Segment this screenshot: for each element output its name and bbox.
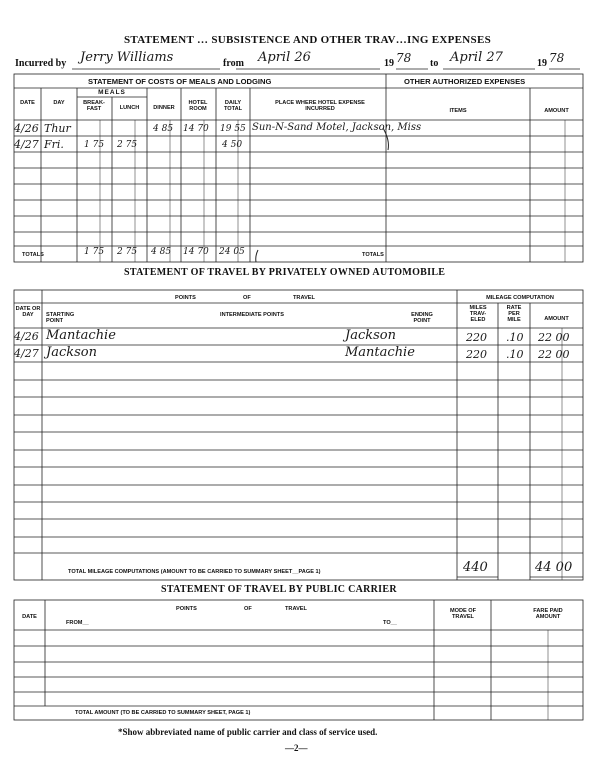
auto-section-title: STATEMENT OF TRAVEL BY PRIVATELY OWNED AUTOMOBILE [124,267,446,278]
auto-col-miles: MILES TRAV- ELED [469,305,487,323]
to-label: to [430,58,439,69]
auto-row-rate: .10 [506,331,524,344]
other-expenses-title: OTHER AUTHORIZED EXPENSES [404,77,526,86]
auto-col-amount: AMOUNT [544,316,569,322]
carrier-total-label: TOTAL AMOUNT (TO BE CARRIED TO SUMMARY SHEET, PAGE 1) [75,710,251,716]
page-number: —2— [285,743,308,753]
auto-total-amount: 44 00 [535,560,573,575]
auto-travel-label: TRAVEL [293,295,315,301]
meals-section-title: STATEMENT OF COSTS OF MEALS AND LODGING [88,77,272,86]
year-2-value: 78 [549,51,565,65]
meals-totals-label: TOTALS [22,252,44,258]
total-daily: 24 05 [219,247,245,257]
auto-of-label: OF [243,295,251,301]
total-breakfast: 1 75 [84,247,105,257]
carrier-col-date: DATE [22,614,37,620]
col-place-header: PLACE WHERE HOTEL EXPENSE INCURRED [275,100,365,112]
auto-row-starting: Mantachie [46,328,116,343]
col-date-header: DATE [20,100,35,106]
footer-note: *Show abbreviated name of public carrier and class of service used. [118,727,378,737]
year-1-value: 78 [396,51,412,65]
auto-total-label: TOTAL MILEAGE COMPUTATIONS (AMOUNT TO BE CARRIED TO SUMMARY SHEET__PAGE 1) [68,569,321,575]
carrier-of-label: OF [244,606,252,612]
col-daily-header: DAILY TOTAL [223,100,243,112]
carrier-from-label: FROM__ [66,620,89,626]
auto-row-date: 4/26 [14,330,39,343]
auto-row-ending: Mantachie [345,345,415,360]
col-amount-header: AMOUNT [544,108,569,114]
meal-row-day: Fri. [44,138,64,151]
incurred-by-value: Jerry Williams [80,50,174,65]
meal-row-dinner: 4 85 [153,124,174,134]
auto-row-date: 4/27 [14,347,39,360]
meal-row-hotel: 14 70 [183,124,209,134]
col-hotel-header: HOTEL ROOM [188,100,208,112]
auto-row-starting: Jackson [46,345,97,360]
year-prefix-1: 19 [384,58,394,69]
auto-col-ending: ENDING POINT [411,312,433,324]
meal-row-daily: 4 50 [222,140,243,150]
col-items-header: ITEMS [449,108,467,114]
total-dinner: 4 85 [151,247,172,257]
meal-row-breakfast: 1 75 [84,140,105,150]
auto-row-amount: 22 00 [538,331,570,344]
auto-points-label: POINTS [175,295,196,301]
meal-row-place: Sun-N-Sand Motel, Jackson, Miss [252,122,422,133]
meal-row-daily: 19 55 [220,124,246,134]
auto-row-miles: 220 [466,348,487,361]
from-date-value: April 26 [258,50,311,65]
carrier-to-label: TO__ [383,620,397,626]
from-label: from [223,58,244,69]
page-title: STATEMENT … SUBSISTENCE AND OTHER TRAV…ING EXPENSES [124,34,491,46]
to-date-value: April 27 [450,50,503,65]
incurred-by-label: Incurred by [15,58,67,69]
year-prefix-2: 19 [537,58,547,69]
col-meals-header: MEALS [98,89,126,96]
carrier-section-title: STATEMENT OF TRAVEL BY PUBLIC CARRIER [161,584,397,595]
carrier-travel-label: TRAVEL [285,606,307,612]
other-totals-label: TOTALS [362,252,384,258]
carrier-col-fare: FARE PAID AMOUNT [533,608,563,620]
col-dinner-header: DINNER [153,105,175,111]
col-lunch-header: LUNCH [119,105,140,111]
meal-row-day: Thur [44,122,71,135]
meal-row-date: 4/26 [14,122,39,135]
auto-col-intermediate: INTERMEDIATE POINTS [220,312,284,318]
auto-row-ending: Jackson [345,328,396,343]
meal-row-date: 4/27 [14,138,39,151]
auto-row-rate: .10 [506,348,524,361]
total-hotel: 14 70 [183,247,209,257]
carrier-col-mode: MODE OF TRAVEL [449,608,477,620]
auto-col-starting: STARTING POINT [46,312,75,324]
meal-row-lunch: 2 75 [117,140,138,150]
auto-col-rate: RATE PER MILE [506,305,522,323]
col-breakfast-header: BREAK- FAST [83,100,105,112]
auto-total-miles: 440 [463,560,488,575]
auto-row-miles: 220 [466,331,487,344]
mileage-computation-label: MILEAGE COMPUTATION [486,295,554,301]
auto-row-amount: 22 00 [538,348,570,361]
total-lunch: 2 75 [117,247,138,257]
carrier-points-label: POINTS [176,606,197,612]
col-day-header: DAY [53,100,65,106]
auto-col-date: DATE OR DAY [15,306,41,318]
